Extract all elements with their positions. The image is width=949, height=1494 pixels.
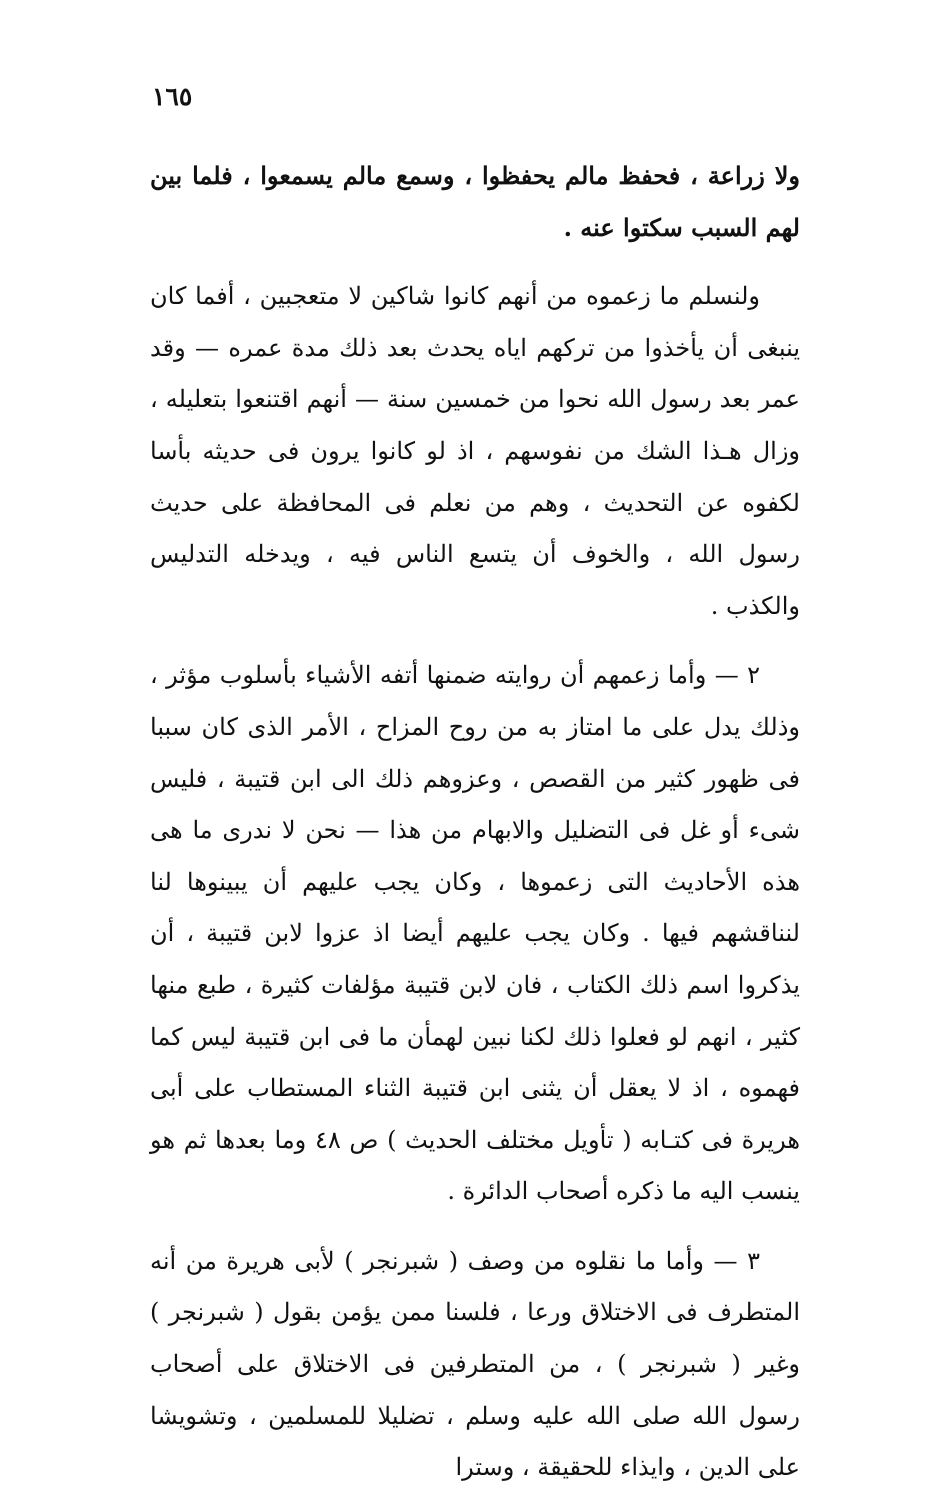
paragraph-4: ٣ — وأما ما نقلوه من وصف ( شبرنجر ) لأبى هريرة من أنه المتطرف فى الاختلاق ورعا ، فلسنا ممن يؤمن بقول ( شبرنجر ) وغير ( شبرنجر ) ، من المتطرفين فى الاختلاق على أصحاب رسول الله صلى الله عليه وسلم ، تضليلا للمسلمين ، وتشويشا على الدين ، وايذاء للحقيقة ، وسترا [150, 1246, 800, 1482]
paragraph-3: ٢ — وأما زعمهم أن روايته ضمنها أتفه الأشياء بأسلوب مؤثر ، وذلك يدل على ما امتاز به من روح المزاح ، الأمر الذى كان سببا فى ظهور كثير من القصص ، وعزوهم ذلك الى ابن قتيبة ، فليس شىء أو غل فى التضليل والابهام من هذا — نحن لا ندرى ما هى هذه الأحاديث التى زعموها ، وكان يجب عليهم أن يبينوها لنا لنناقشهم فيها . وكان يجب عليهم أيضا اذ عزوا لابن قتيبة ، أن يذكروا اسم ذلك الكتاب ، فان لابن قتيبة مؤلفات كثيرة ، طبع منها كثير ، انهم لو فعلوا ذلك لكنا نبين لهمأن ما فى ابن قتيبة ليس كما فهموه ، اذ لا يعقل أن يثنى ابن قتيبة الثناء المستطاب على أبى هريرة فى كتـابه ( تأويل مختلف الحديث ) ص ٤٨ وما بعدها ثم هو ينسب اليه ما ذكره أصحاب الدائرة . [150, 661, 801, 1206]
paragraph-1: ولا زراعة ، فحفظ مالم يحفظوا ، وسمع مالم يسمعوا ، فلما بين لهم السبب سكتوا عنه . [150, 161, 800, 242]
body-text [150, 150, 800, 1494]
page-number: ١٦٥ [152, 82, 193, 111]
paragraph-2: ولنسلم ما زعموه من أنهم كانوا شاكين لا متعجبين ، أفما كان ينبغى أن يأخذوا من تركهم اياه يحدث بعد ذلك مدة عمره — وقد عمر بعد رسول الله نحوا من خمسين سنة — أنهم اقتنعوا بتعليله ، وزال هـذا الشك من نفوسهم ، اذ لو كانوا يرون فى حديثه بأسا لكفوه عن التحديث ، وهم من نعلم فى المحافظة على حديث رسول الله ، والخوف أن يتسع الناس فيه ، ويدخله التدليس والكذب . [150, 282, 800, 620]
